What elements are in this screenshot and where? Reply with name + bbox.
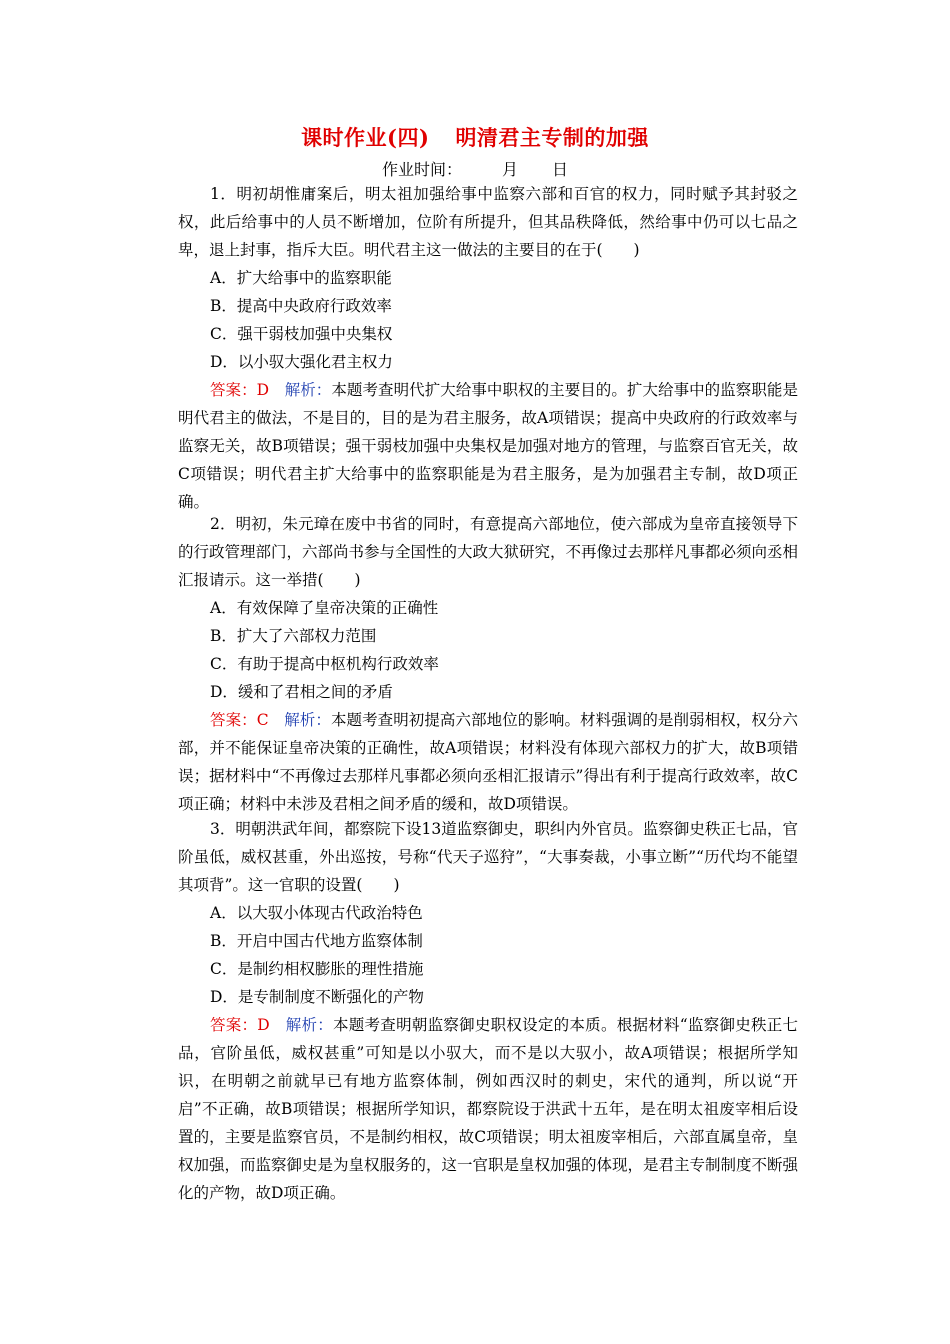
analysis-text: 本题考查明朝监察御史职权设定的本质。根据材料“监察御史秩正七品，官阶虽低，威权甚重”可知是以小驭大，而不是以大驭小，故A项错误；根据所学知识，在明朝之前就早已有地方监察体制，例如西汉时的刺史，宋代的通判，所以说“开启”不正确，故B项错误；根据所学知识，都察院设于洪武十五年，是在明太祖废宰相后设置的，主要是监察官员，不是制约相权，故C项错误；明太祖废宰相后，六部直属皇帝，皇权加强，而监察御史是为皇权服务的，这一官职是皇权加强的体现，是君主专制制度不断强化的产物，故D项正确。 [178, 1016, 799, 1202]
analysis-label: 解析： [285, 1016, 334, 1034]
date-day: 日 [552, 160, 569, 179]
option-a: A．扩大给事中的监察职能 [210, 269, 392, 287]
homework-date-line [0, 157, 950, 180]
question-stem: 1．明初胡惟庸案后，明太祖加强给事中监察六部和百官的权力，同时赋予其封驳之权，此后给事中的人员不断增加，位阶有所提升，但其品秩降低，然给事中仍可以七品之卑，退上封事，指斥大臣。明代君主这一做法的主要目的在于( ) [178, 185, 798, 259]
option-d: D．是专制制度不断强化的产物 [210, 988, 424, 1006]
title-series: 课时作业(四) [301, 125, 430, 150]
option-d: D．以小驭大强化君主权力 [210, 353, 393, 371]
answer-label: 答案：C [210, 711, 269, 729]
analysis-label: 解析： [284, 711, 331, 729]
analysis-label: 解析： [284, 381, 332, 399]
option-c: C．强干弱枝加强中央集权 [210, 325, 393, 343]
analysis-text: 本题考查明代扩大给事中职权的主要目的。扩大给事中的监察职能是明代君主的做法，不是目的，目的是为君主服务，故A项错误；提高中央政府的行政效率与监察无关，故B项错误；强干弱枝加强中央集权是加强对地方的管理，与监察百官无关，故C项错误；明代君主扩大给事中的监察职能是为君主服务，是为加强君主专制，故D项正确。 [178, 381, 798, 511]
question-3 [178, 815, 798, 1207]
answer-analysis [178, 376, 798, 516]
answer-label: 答案：D [210, 1016, 270, 1034]
question-stem: 3．明朝洪武年间，都察院下设13道监察御史，职纠内外官员。监察御史秩正七品，官阶虽低，威权甚重，外出巡按，号称“代天子巡狩”，“大事奏裁，小事立断”“历代均不能望其项背”。这一官职的设置( ) [178, 820, 798, 894]
option-c: C．有助于提高中枢机构行政效率 [210, 655, 439, 673]
date-label: 作业时间： [381, 160, 462, 179]
option-a: A．以大驭小体现古代政治特色 [210, 904, 423, 922]
option-b: B．提高中央政府行政效率 [210, 297, 392, 315]
answer-analysis [178, 706, 798, 818]
option-b: B．开启中国古代地方监察体制 [210, 932, 423, 950]
option-c: C．是制约相权膨胀的理性措施 [210, 960, 424, 978]
option-a: A．有效保障了皇帝决策的正确性 [210, 599, 439, 617]
question-stem: 2．明初，朱元璋在废中书省的同时，有意提高六部地位，使六部成为皇帝直接领导下的行政管理部门，六部尚书参与全国性的大政大狱研究，不再像过去那样凡事都必须向丞相汇报请示。这一举措( ) [178, 515, 799, 589]
option-d: D．缓和了君相之间的矛盾 [210, 683, 393, 701]
page-title [0, 122, 950, 152]
title-topic: 明清君主专制的加强 [455, 125, 649, 150]
date-month: 月 [501, 160, 518, 179]
answer-analysis [178, 1011, 798, 1207]
question-2 [178, 510, 798, 818]
question-1 [178, 180, 798, 516]
answer-label: 答案：D [210, 381, 270, 399]
option-b: B．扩大了六部权力范围 [210, 627, 377, 645]
analysis-text: 本题考查明初提高六部地位的影响。材料强调的是削弱相权，权分六部，并不能保证皇帝决策的正确性，故A项错误；材料没有体现六部权力的扩大，故B项错误；据材料中“不再像过去那样凡事都必须向丞相汇报请示”得出有利于提高行政效率，故C项正确；材料中未涉及君相之间矛盾的缓和，故D项错误。 [178, 711, 798, 813]
